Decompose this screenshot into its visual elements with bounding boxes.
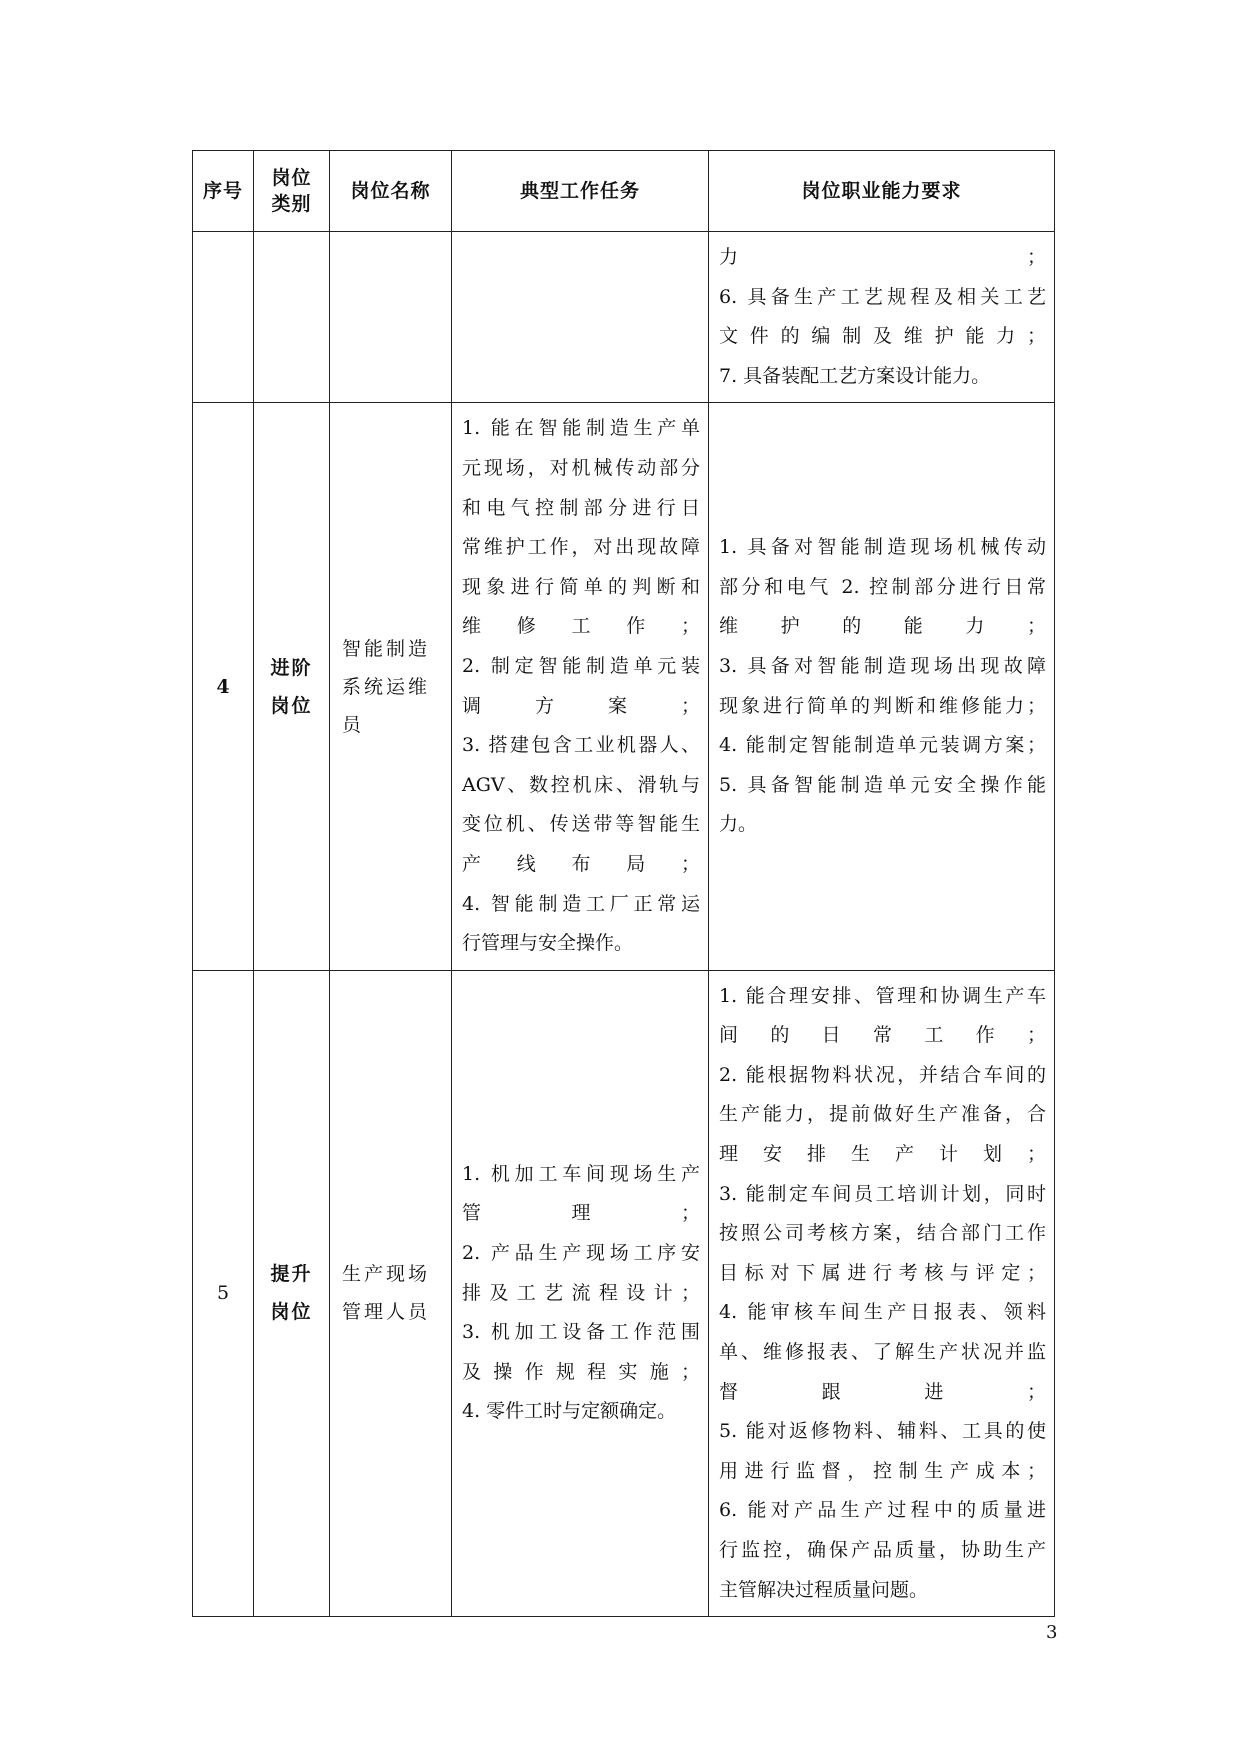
row-position-name	[330, 403, 452, 970]
cell-line: 力。	[719, 813, 758, 836]
cell-line: 5. 具备智能制造单元安全操作能	[719, 773, 1046, 796]
row-abilities	[709, 403, 1055, 970]
cell-line: 5. 能对返修物料、辅料、工具的使	[719, 1420, 1046, 1443]
cell-line: 维护的能力；	[719, 615, 1046, 638]
cell-line: 维修工作；	[462, 615, 700, 638]
cell-line: 常维护工作，对出现故障	[462, 536, 700, 559]
cell-line: 元现场，对机械传动部分	[462, 456, 700, 479]
table-header-row	[193, 151, 1055, 232]
header-position-name: 岗位名称	[330, 151, 452, 232]
cell-line: 员	[342, 713, 365, 736]
cell-line: 4. 智能制造工厂正常运	[462, 892, 700, 915]
cell-line: 系统运维	[342, 675, 431, 698]
cell-line: 文件的编制及维护能力；	[719, 325, 1046, 348]
cell-line: 提升	[270, 1263, 313, 1286]
row-abilities	[709, 232, 1055, 403]
cell-line: 管理；	[462, 1202, 700, 1225]
cell-line: 间的日常工作；	[719, 1024, 1046, 1047]
cell-line: 3. 能制定车间员工培训计划，同时	[719, 1182, 1046, 1205]
cell-line: 和电气控制部分进行日	[462, 496, 700, 519]
job-requirements-table	[192, 150, 1055, 1617]
row-abilities	[709, 970, 1055, 1617]
row-position-name	[330, 970, 452, 1617]
cell-line: 2. 能根据物料状况，并结合车间的	[719, 1063, 1046, 1086]
cell-line: AGV、数控机床、滑轨与	[462, 773, 700, 796]
cell-line: 现象进行简单的判断和维修能力；	[719, 694, 1046, 717]
cell-line: 主管解决过程质量问题。	[719, 1578, 929, 1601]
cell-line: 现象进行简单的判断和	[462, 575, 700, 598]
cell-line: 岗位	[270, 1301, 313, 1324]
cell-line: 管理人员	[342, 1301, 431, 1324]
row-number: 4	[193, 403, 254, 970]
cell-line: 部分和电气 2. 控制部分进行日常	[719, 575, 1046, 598]
row-tasks	[452, 970, 709, 1617]
cell-line: 4. 零件工时与定额确定。	[462, 1400, 677, 1423]
cell-line: 2. 制定智能制造单元装	[462, 654, 700, 677]
cell-line: 生产能力，提前做好生产准备，合	[719, 1103, 1046, 1126]
cell-line: 6. 能对产品生产过程中的质量进	[719, 1499, 1046, 1522]
cell-line: 督跟进；	[719, 1380, 1046, 1403]
row-number: 5	[193, 970, 254, 1617]
cell-line: 2. 产品生产现场工序安	[462, 1242, 700, 1265]
row-category	[254, 403, 330, 970]
cell-line: 产线布局；	[462, 852, 700, 875]
header-category: 岗位 类别	[254, 151, 330, 232]
cell-line: 进阶	[270, 656, 313, 679]
cell-line: 智能制造	[342, 637, 431, 660]
cell-line: 行管理与安全操作。	[462, 932, 634, 955]
cell-line: 及操作规程实施；	[462, 1360, 700, 1383]
cell-line: 按照公司考核方案，结合部门工作	[719, 1222, 1046, 1245]
cell-line: 行监控，确保产品质量，协助生产	[719, 1539, 1046, 1561]
row-number	[193, 232, 254, 403]
row-category	[254, 232, 330, 403]
cell-line: 用进行监督，控制生产成本；	[719, 1459, 1046, 1482]
cell-line: 3. 具备对智能制造现场出现故障	[719, 654, 1046, 677]
cell-line: 变位机、传送带等智能生	[462, 813, 700, 836]
cell-line: 3. 机加工设备工作范围	[462, 1321, 700, 1344]
cell-line: 7. 具备装配工艺方案设计能力。	[719, 364, 991, 387]
row-tasks	[452, 232, 709, 403]
cell-line: 4. 能制定智能制造单元装调方案；	[719, 734, 1046, 757]
cell-line: 1. 具备对智能制造现场机械传动	[719, 536, 1046, 559]
row-category	[254, 970, 330, 1617]
cell-line: 1. 能合理安排、管理和协调生产车	[719, 984, 1046, 1007]
header-typical-tasks: 典型工作任务	[452, 151, 709, 232]
page-number: 3	[1046, 1622, 1058, 1643]
cell-line: 3. 搭建包含工业机器人、	[462, 734, 700, 757]
row-position-name	[330, 232, 452, 403]
cell-line: 调方案；	[462, 694, 700, 717]
table-row	[193, 232, 1055, 403]
table-row	[193, 403, 1055, 970]
header-number: 序号	[193, 151, 254, 232]
cell-line: 1. 能在智能制造生产单	[462, 417, 700, 440]
cell-line: 6. 具备生产工艺规程及相关工艺	[719, 285, 1046, 308]
cell-line: 生产现场	[342, 1263, 431, 1286]
table-row	[193, 970, 1055, 1617]
cell-line: 岗位	[270, 694, 313, 717]
header-ability-requirements: 岗位职业能力要求	[709, 151, 1055, 232]
cell-line: 排及工艺流程设计；	[462, 1281, 700, 1304]
cell-line: 理安排生产计划；	[719, 1143, 1046, 1166]
cell-line: 1. 机加工车间现场生产	[462, 1162, 700, 1185]
cell-line: 4. 能审核车间生产日报表、领料	[719, 1301, 1046, 1324]
cell-line: 力；	[719, 246, 1046, 268]
cell-line: 单、维修报表、了解生产状况并监	[719, 1341, 1046, 1364]
cell-line: 目标对下属进行考核与评定；	[719, 1261, 1046, 1284]
row-tasks	[452, 403, 709, 970]
